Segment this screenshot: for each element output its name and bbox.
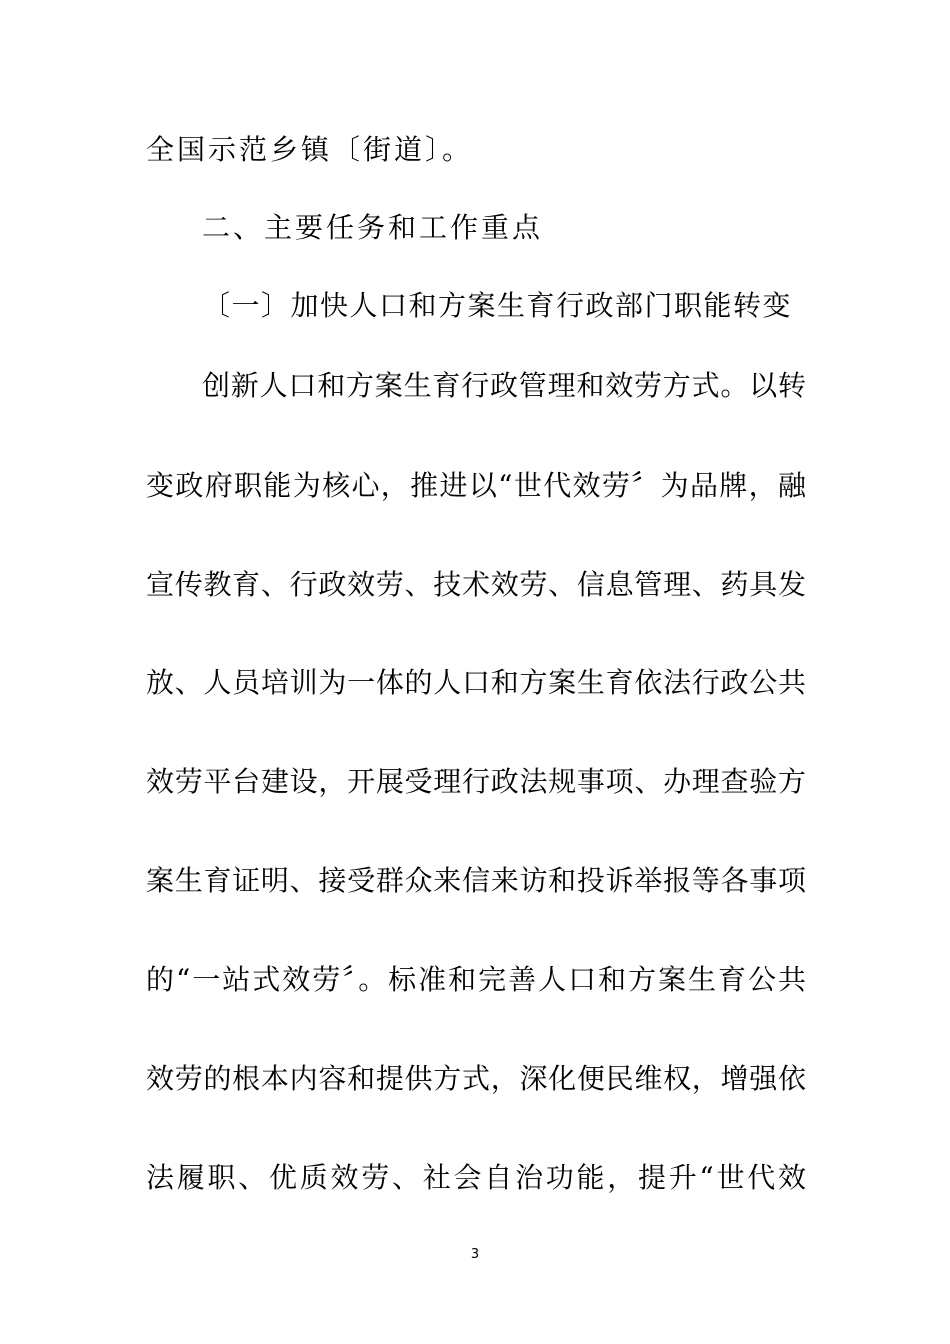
- paragraph-line-8: 效劳的根本内容和提供方式，深化便民维权，增强依: [146, 1062, 806, 1095]
- paragraph-line-9: 法履职、优质效劳、社会自治功能，提升“世代效: [146, 1161, 806, 1194]
- paragraph-line-6: 案生育证明、接受群众来信来访和投诉举报等各事项: [146, 864, 806, 897]
- paragraph-line-4: 放、人员培训为一体的人口和方案生育依法行政公共: [146, 666, 806, 699]
- section-heading: 二、主要任务和工作重点: [202, 211, 544, 244]
- paragraph-line-2: 变政府职能为核心，推进以“世代效劳〞为品牌，融: [146, 469, 806, 502]
- subsection-heading: 〔一〕加快人口和方案生育行政部门职能转变: [202, 289, 793, 322]
- page-number: 3: [470, 1247, 480, 1262]
- paragraph-line-5: 效劳平台建设，开展受理行政法规事项、办理查验方: [146, 765, 806, 798]
- paragraph-line-1: 创新人口和方案生育行政管理和效劳方式。以转: [202, 369, 806, 402]
- paragraph-line-3: 宣传教育、行政效劳、技术效劳、信息管理、药具发: [146, 568, 806, 601]
- text-line-1: 全国示范乡镇〔街道〕。: [146, 133, 474, 166]
- paragraph-line-7: 的“一站式效劳〞。标准和完善人口和方案生育公共: [146, 963, 806, 996]
